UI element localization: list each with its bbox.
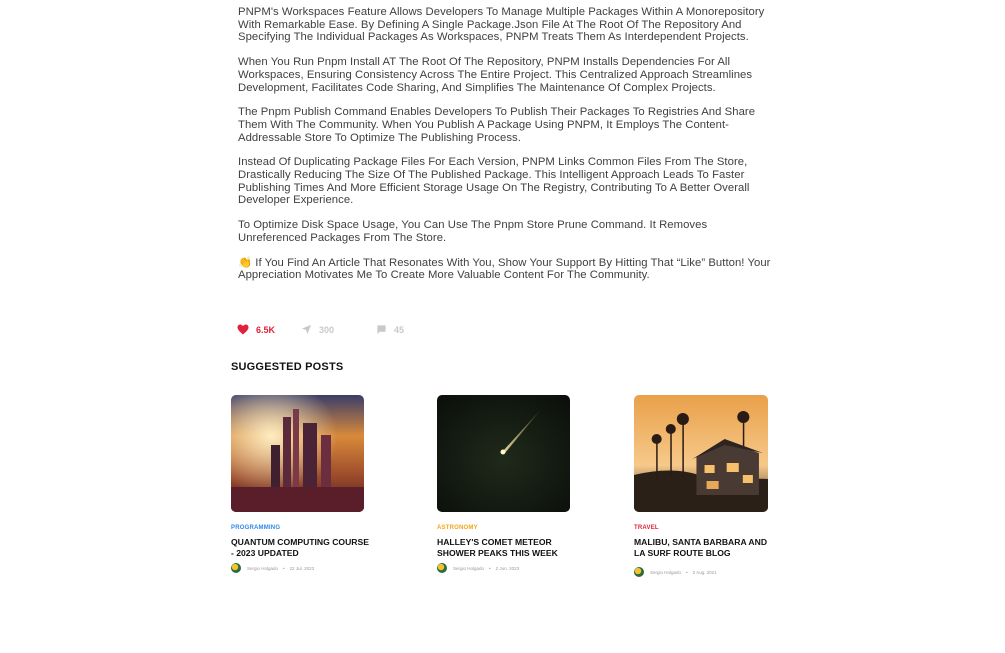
post-category[interactable]: PROGRAMMING xyxy=(231,525,281,531)
author-avatar xyxy=(437,563,447,573)
reaction-bar xyxy=(237,324,404,335)
post-title[interactable]: QUANTUM COMPUTING COURSE - 2023 UPDATED xyxy=(231,537,369,558)
post-category[interactable]: ASTRONOMY xyxy=(437,525,478,531)
like-button[interactable] xyxy=(237,324,275,335)
post-date: 2 Aug. 2021 xyxy=(692,569,717,575)
author-name: Sergio Holgado xyxy=(650,569,682,575)
heart-icon xyxy=(237,324,249,335)
comment-count: 45 xyxy=(394,324,405,335)
author-name: Sergio Holgado xyxy=(247,565,279,571)
article-paragraph: When You Run Pnpm Install AT The Root Of The Repository, PNPM Installs Dependencies For All Workspaces, Ensuring Consistency Across The Entire Project. This Centralized Approach Streamlines Development, Facilitates Code Sharing, And Simplifies The Maintenance Of Complex Projects. xyxy=(238,56,753,94)
article-paragraph: PNPM's Workspaces Feature Allows Developers To Manage Multiple Packages Within A Monorepository With Remarkable Ease. By Defining A Single Package.Json File At The Root Of The Repository And Specifying The Individual Packages As Workspaces, PNPM Treats Them As Interdependent Projects. xyxy=(238,6,765,44)
post-title[interactable]: MALIBU, SANTA BARBARA AND LA SURF ROUTE BLOG xyxy=(634,537,768,558)
like-count: 6.5K xyxy=(256,324,276,335)
post-date: 22 Jul. 2023 xyxy=(289,565,315,571)
author-name: Sergio Holgado xyxy=(453,565,485,571)
share-button[interactable] xyxy=(301,324,334,335)
author-avatar xyxy=(634,567,644,577)
post-meta xyxy=(634,567,774,577)
post-title[interactable]: HALLEY'S COMET METEOR SHOWER PEAKS THIS WEEK xyxy=(437,537,558,558)
article-paragraph: The Pnpm Publish Command Enables Developers To Publish Their Packages To Registries And Share Them With The Community. When You Publish A Package Using PNPM, It Employs The Content-Addressable Store To Optimize The Publishing Process. xyxy=(238,106,756,144)
separator-dot: • xyxy=(489,565,491,571)
suggested-post-card[interactable] xyxy=(437,395,577,573)
post-thumbnail-image[interactable] xyxy=(437,395,570,512)
comment-icon xyxy=(376,324,387,335)
article-paragraph: Instead Of Duplicating Package Files For Each Version, PNPM Links Common Files From The Store, Drastically Reducing The Size Of The Published Package. This Intelligent Approach Leads To Faster Publishing Times And More Efficient Storage Usage On The Registry, Contributing To A Better Overall Developer Experience. xyxy=(238,156,750,207)
suggested-post-card[interactable] xyxy=(231,395,371,573)
article-paragraph: To Optimize Disk Space Usage, You Can Use The Pnpm Store Prune Command. It Removes Unreferenced Packages From The Store. xyxy=(238,219,708,244)
separator-dot: • xyxy=(283,565,285,571)
article-body xyxy=(238,6,773,294)
post-meta xyxy=(231,563,371,573)
post-thumbnail-image[interactable] xyxy=(634,395,768,512)
post-date: 2 Jun. 2023 xyxy=(495,565,520,571)
send-icon xyxy=(301,324,312,335)
comment-button[interactable] xyxy=(376,324,404,335)
post-meta xyxy=(437,563,577,573)
author-avatar xyxy=(231,563,241,573)
post-thumbnail-image[interactable] xyxy=(231,395,364,512)
suggested-posts-heading: SUGGESTED POSTS xyxy=(231,361,344,373)
separator-dot: • xyxy=(686,569,688,575)
suggested-post-card[interactable] xyxy=(634,395,774,577)
post-category[interactable]: TRAVEL xyxy=(634,525,659,531)
share-count: 300 xyxy=(319,324,335,335)
article-paragraph: 👏 If You Find An Article That Resonates With You, Show Your Support By Hitting That “Like” Button! Your Appreciation Motivates Me To Create More Valuable Content For The Community. xyxy=(238,256,771,282)
